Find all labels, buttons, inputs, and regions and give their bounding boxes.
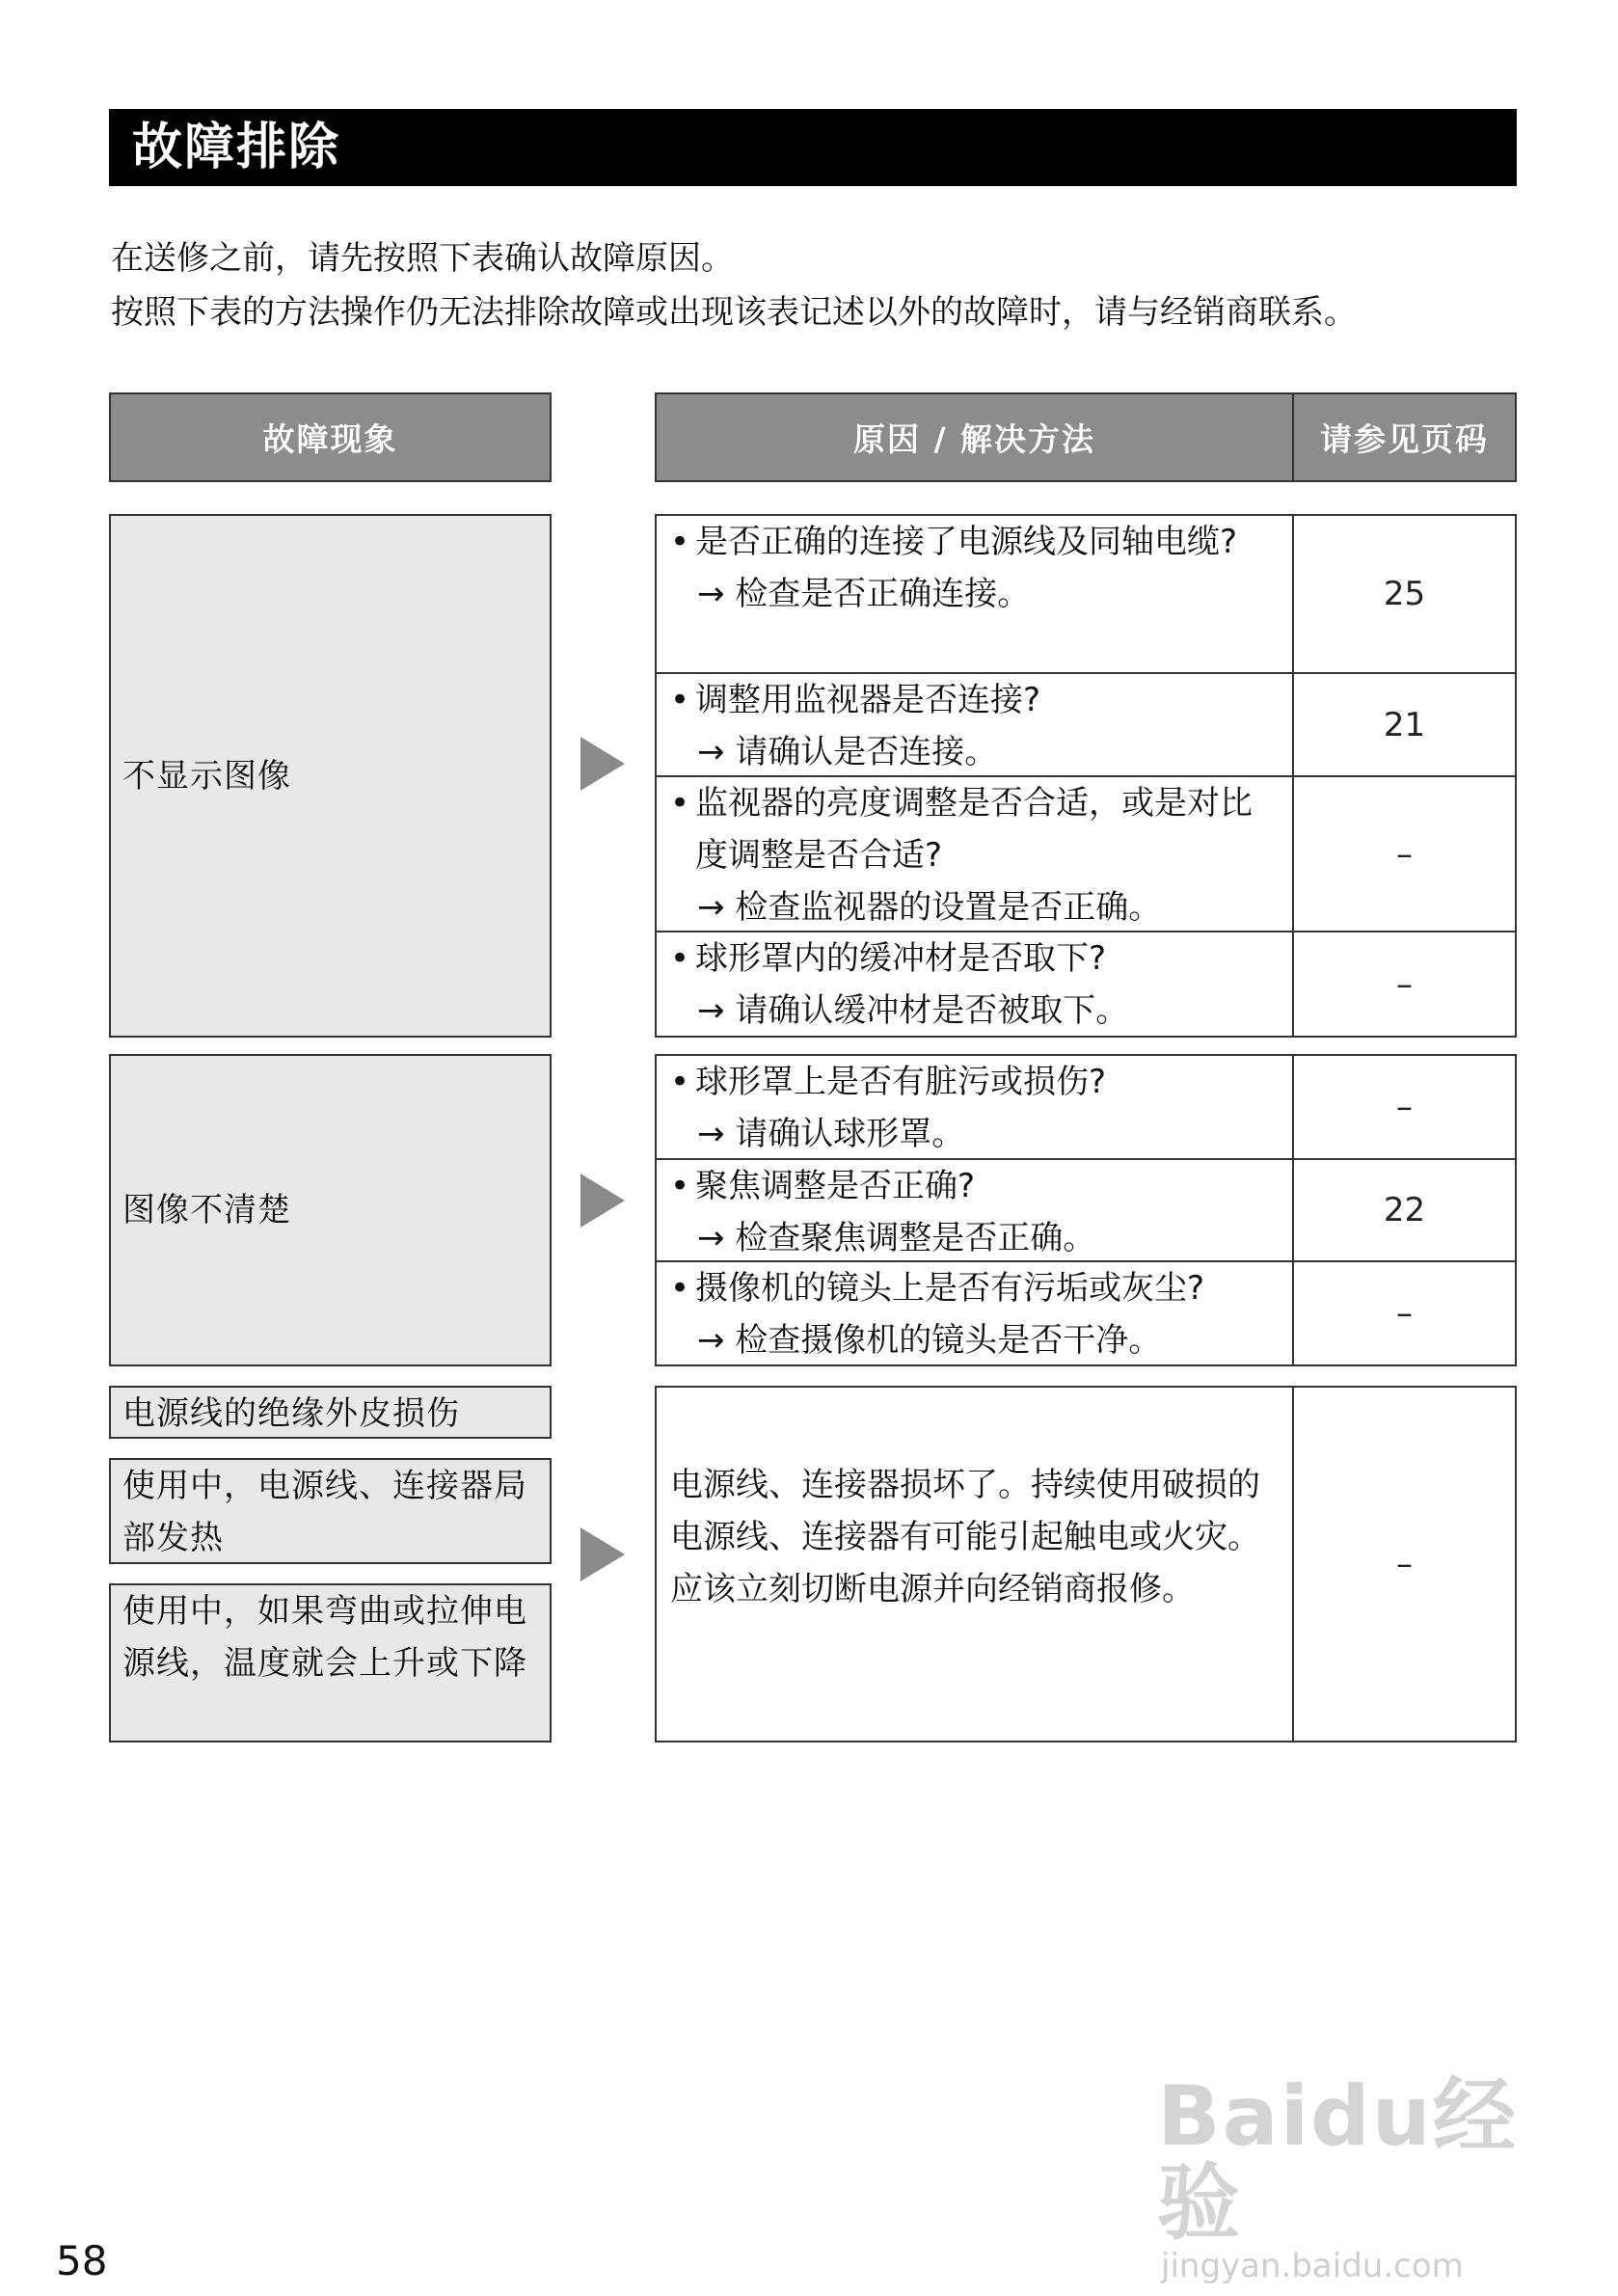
header-page: 请参见页码 <box>1292 392 1517 482</box>
cause-solution: → 检查聚焦调整是否正确。 <box>697 1219 1096 1257</box>
cause-question: • 球形罩上是否有脏污或损伤? <box>670 1056 1281 1108</box>
cause-solution: → 检查是否正确连接。 <box>697 575 1031 613</box>
cause-row <box>655 1054 1294 1160</box>
bullet-icon: • <box>670 1167 690 1205</box>
cause-question: • 是否正确的连接了电源线及同轴电缆? <box>670 516 1281 568</box>
cause-solution: → 检查监视器的设置是否正确。 <box>697 888 1162 927</box>
cause-question: • 球形罩内的缓冲材是否取下? <box>670 932 1281 985</box>
arrow-right-icon <box>580 1174 625 1228</box>
cause-row <box>655 672 1294 777</box>
symptom-cable-damaged <box>109 1386 552 1439</box>
cause-question: • 摄像机的镜头上是否有污垢或灰尘? <box>670 1262 1281 1314</box>
cause-solution: → 请确认缓冲材是否被取下。 <box>697 991 1129 1030</box>
page-ref: – <box>1292 1260 1517 1366</box>
cause-solution: → 请确认是否连接。 <box>697 733 998 771</box>
page-ref: 22 <box>1292 1158 1517 1262</box>
page-ref: 25 <box>1292 514 1517 674</box>
cause-solution: → 请确认球形罩。 <box>697 1115 965 1153</box>
cause-question: • 聚焦调整是否正确? <box>670 1160 1281 1212</box>
cause-row <box>655 1158 1294 1262</box>
cause-text-block <box>655 1386 1294 1742</box>
symptom-label: 使用中，电源线、连接器局部发热 <box>122 1467 527 1557</box>
cause-row <box>655 1260 1294 1366</box>
baidu-watermark <box>1157 2068 1562 2285</box>
watermark-brand: Baidu经验 <box>1157 2068 1518 2252</box>
page-title: 故障排除 <box>109 109 1517 186</box>
symptom-blurry-image <box>109 1054 552 1366</box>
symptom-label: 图像不清楚 <box>122 1191 291 1229</box>
page-ref: – <box>1292 1386 1517 1742</box>
arrow-right-icon <box>580 737 625 791</box>
bullet-icon: • <box>670 523 690 561</box>
bullet-icon: • <box>670 681 690 719</box>
page-ref: – <box>1292 1054 1517 1160</box>
header-symptom: 故障现象 <box>109 392 552 482</box>
bullet-icon: • <box>670 1063 690 1101</box>
cause-paragraph: 电源线、连接器损坏了。持续使用破损的电源线、连接器有可能引起触电或火灾。 <box>670 1466 1260 1556</box>
symptom-label: 电源线的绝缘外皮损伤 <box>122 1394 460 1433</box>
symptom-cable-temperature <box>109 1583 552 1742</box>
watermark-url: jingyan.baidu.com <box>1161 2247 1464 2285</box>
cause-question: • 调整用监视器是否连接? <box>670 674 1281 726</box>
cause-paragraph: 应该立刻切断电源并向经销商报修。 <box>670 1570 1195 1608</box>
bullet-icon: • <box>670 1269 690 1308</box>
cause-question: • 监视器的亮度调整是否合适，或是对比度调整是否合适? <box>670 777 1281 881</box>
page-ref: – <box>1292 775 1517 932</box>
bullet-icon: • <box>670 784 690 823</box>
page-number: 58 <box>56 2237 108 2284</box>
symptom-no-image <box>109 514 552 1038</box>
page-ref: 21 <box>1292 672 1517 777</box>
arrow-right-icon <box>580 1527 625 1581</box>
intro-line-1: 在送修之前，请先按照下表确认故障原因。 <box>111 239 734 278</box>
cause-row <box>655 514 1294 674</box>
header-cause: 原因 / 解决方法 <box>655 392 1294 482</box>
symptom-cable-hot <box>109 1458 552 1564</box>
symptom-label: 不显示图像 <box>122 756 291 796</box>
cause-row <box>655 931 1294 1038</box>
symptom-label: 使用中，如果弯曲或拉伸电源线，温度就会上升或下降 <box>122 1592 527 1683</box>
cause-solution: → 检查摄像机的镜头是否干净。 <box>697 1321 1162 1360</box>
intro-line-2: 按照下表的方法操作仍无法排除故障或出现该表记述以外的故障时，请与经销商联系。 <box>111 293 1357 332</box>
bullet-icon: • <box>670 939 690 978</box>
page-ref: – <box>1292 931 1517 1038</box>
cause-row <box>655 775 1294 932</box>
